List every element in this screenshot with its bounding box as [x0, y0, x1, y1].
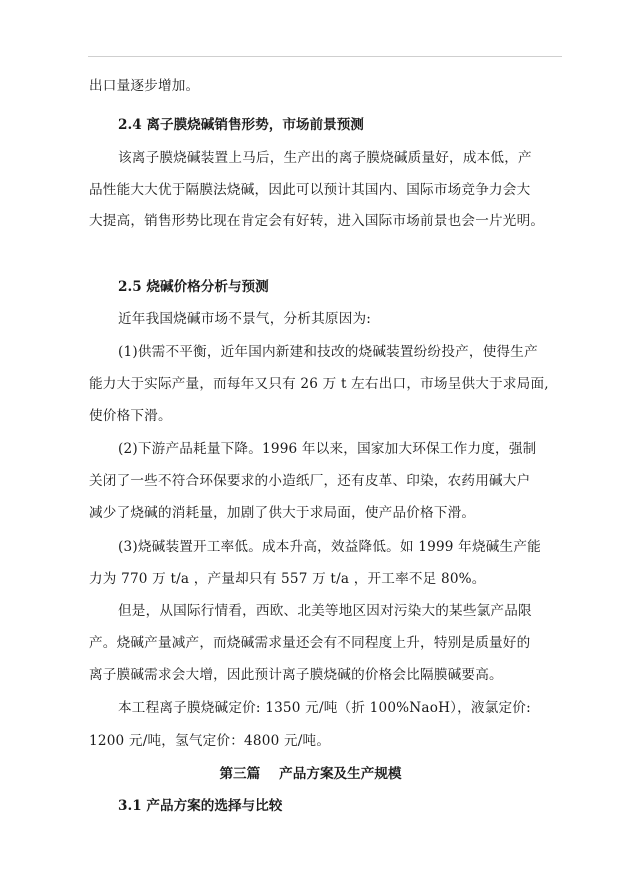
- paragraph-line: 近年我国烧碱市场不景气，分析其原因为:: [118, 311, 372, 327]
- paragraph-line: 该离子膜烧碱装置上马后，生产出的离子膜烧碱质量好，成本低，产: [118, 150, 532, 166]
- paragraph-line: 大提高，销售形势比现在肯定会有好转，进入国际市场前景也会一片光明。: [89, 213, 545, 229]
- paragraph-line: 但是，从国际行情看，西欧、北美等地区因对污染大的某些氯产品限: [118, 603, 532, 619]
- paragraph-line: 品性能大大优于隔膜法烧碱，因此可以预计其国内、国际市场竞争力会大: [89, 182, 531, 198]
- header-rule: [88, 56, 562, 57]
- paragraph-line: (2)下游产品耗量下降。1996 年以来，国家加大环保工作力度，强制: [118, 441, 537, 457]
- paragraph-line: 本工程离子膜烧碱定价: 1350 元/吨（折 100%NaoH），液氯定价:: [118, 700, 531, 716]
- paragraph-line: (3)烧碱装置开工率低。成本升高，效益降低。如 1999 年烧碱生产能: [118, 539, 541, 555]
- chapter-title: 第三篇 产品方案及生产规模: [219, 766, 402, 782]
- paragraph-line: 1200 元/吨，氢气定价：4800 元/吨。: [89, 733, 331, 749]
- paragraph-line: (1)供需不平衡，近年国内新建和技改的烧碱装置纷纷投产，使得生产: [118, 344, 538, 360]
- paragraph-line: 力为 770 万 t/a ，产量却只有 557 万 t/a ，开工率不足 80%。: [89, 571, 486, 587]
- paragraph-line: 关闭了一些不符合环保要求的小造纸厂，还有皮革、印染，农药用碱大户: [89, 473, 531, 489]
- paragraph-line: 能力大于实际产量，而每年又只有 26 万 t 左右出口，市场呈供大于求局面,: [89, 376, 549, 392]
- paragraph-line: 离子膜碱需求会大增，因此预计离子膜烧碱的价格会比隔膜碱要高。: [89, 667, 503, 683]
- paragraph-line: 出口量逐步增加。: [89, 78, 200, 94]
- paragraph-line: 使价格下滑。: [89, 408, 172, 424]
- section-heading-2-4: 2.4 离子膜烧碱销售形势，市场前景预测: [118, 117, 364, 133]
- section-heading-3-1: 3.1 产品方案的选择与比较: [118, 798, 283, 814]
- section-heading-2-5: 2.5 烧碱价格分析与预测: [118, 279, 269, 295]
- paragraph-line: 减少了烧碱的消耗量，加剧了供大于求局面，使产品价格下滑。: [89, 505, 476, 521]
- paragraph-line: 产。烧碱产量减产，而烧碱需求量还会有不同程度上升，特别是质量好的: [89, 635, 531, 651]
